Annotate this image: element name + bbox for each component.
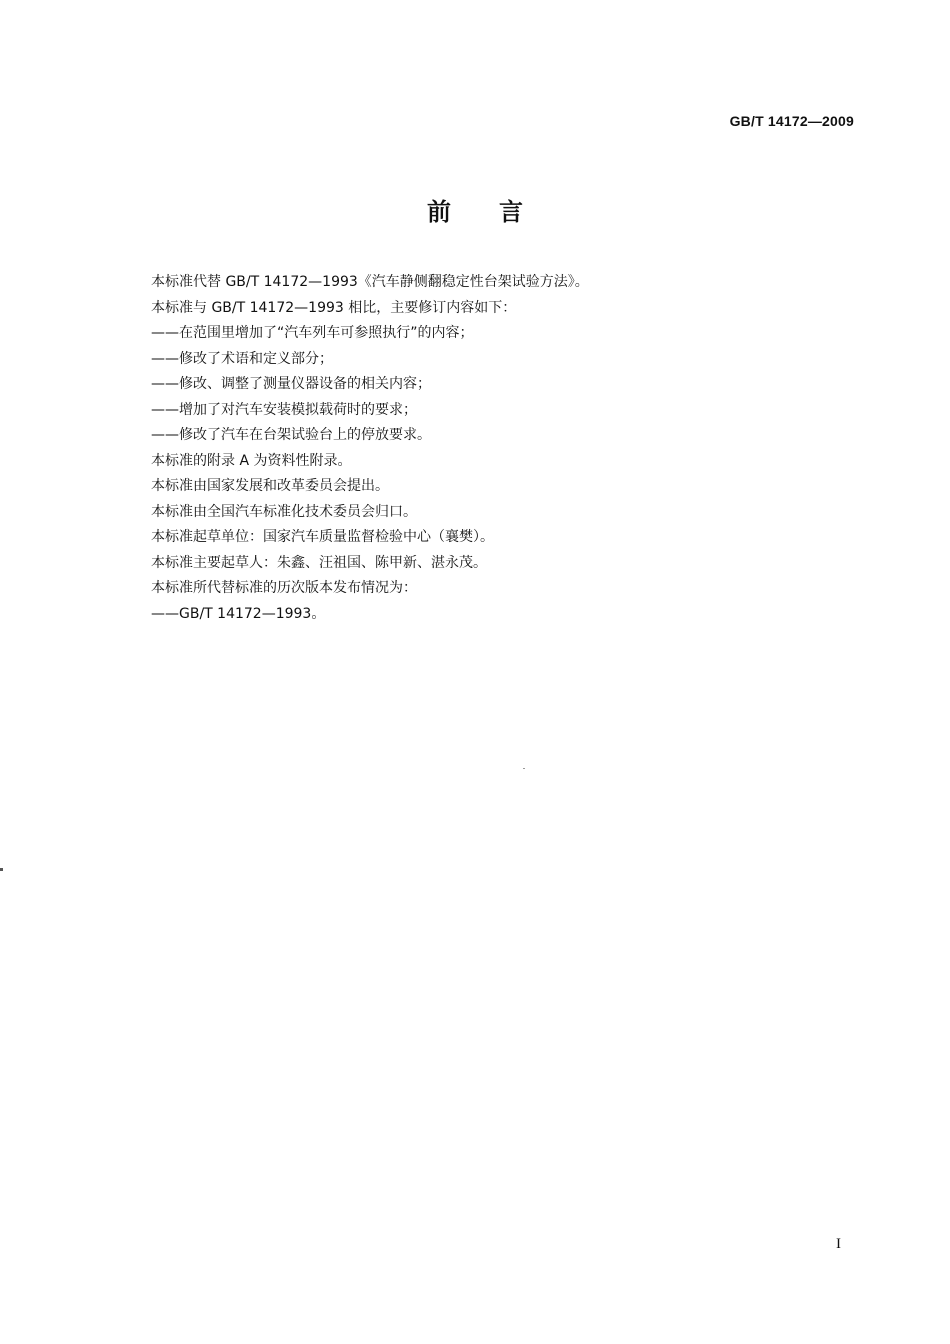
standard-code: GB/T 14172—2009	[729, 113, 854, 129]
body-line: ——GB/T 14172—1993。	[151, 605, 326, 622]
body-line: 本标准由国家发展和改革委员会提出。	[151, 478, 389, 494]
scan-speck	[523, 768, 525, 769]
body-line: 本标准由全国汽车标准化技术委员会归口。	[151, 503, 417, 520]
body-line: 本标准的附录 A 为资料性附录。	[151, 452, 352, 469]
body-line: ——修改、调整了测量仪器设备的相关内容；	[151, 376, 431, 392]
page-number: I	[836, 1236, 841, 1252]
scan-speck	[0, 868, 3, 871]
body-line: ——在范围里增加了“汽车列车可参照执行”的内容；	[151, 325, 474, 341]
body-line: 本标准起草单位：国家汽车质量监督检验中心（襄樊）。	[151, 529, 494, 545]
body-line: 本标准与 GB/T 14172—1993 相比，主要修订内容如下：	[151, 299, 517, 316]
body-line: ——增加了对汽车安装模拟载荷时的要求；	[151, 401, 417, 418]
foreword-body	[151, 270, 851, 627]
body-line: 本标准代替 GB/T 14172—1993《汽车静侧翻稳定性台架试验方法》。	[151, 274, 589, 290]
body-line: 本标准主要起草人：朱鑫、汪祖国、陈甲新、湛永茂。	[151, 554, 487, 571]
body-line: 本标准所代替标准的历次版本发布情况为：	[151, 580, 417, 596]
page-title: 前言	[427, 198, 571, 226]
body-line: ——修改了汽车在台架试验台上的停放要求。	[151, 427, 431, 443]
body-line: ——修改了术语和定义部分；	[151, 350, 333, 367]
